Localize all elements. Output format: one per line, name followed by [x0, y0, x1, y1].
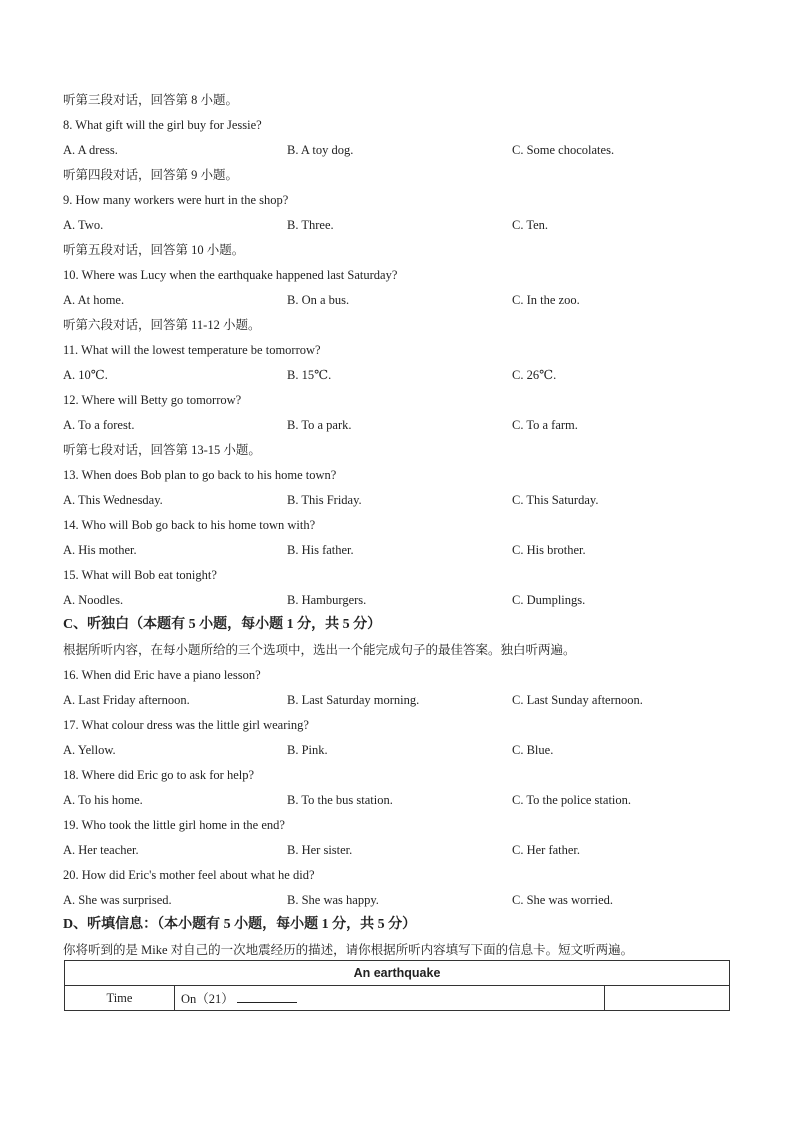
- instruction-text: 听第四段对话，回答第 9 小题。: [63, 168, 239, 182]
- question-text: 13. When does Bob plan to go back to his home town?: [63, 468, 337, 482]
- option-c[interactable]: C. His brother.: [512, 543, 586, 557]
- question-text: 12. Where will Betty go tomorrow?: [63, 393, 242, 407]
- question-text: 17. What colour dress was the little girl wearing?: [63, 718, 309, 732]
- answer-blank-21[interactable]: [237, 991, 297, 1003]
- question-text: 20. How did Eric's mother feel about what he did?: [63, 868, 315, 882]
- option-a[interactable]: A. His mother.: [63, 543, 137, 557]
- question-text: 16. When did Eric have a piano lesson?: [63, 668, 261, 682]
- option-b[interactable]: B. On a bus.: [287, 293, 350, 307]
- info-card-table: [64, 960, 730, 1011]
- option-a[interactable]: A. 10℃.: [63, 368, 108, 382]
- question-text: 19. Who took the little girl home in the end?: [63, 818, 285, 832]
- option-c[interactable]: C. Last Sunday afternoon.: [512, 693, 643, 707]
- option-b[interactable]: B. To the bus station.: [287, 793, 393, 807]
- option-c[interactable]: C. 26℃.: [512, 368, 557, 382]
- question-text: 8. What gift will the girl buy for Jessie?: [63, 118, 262, 132]
- option-a[interactable]: A. Yellow.: [63, 743, 116, 757]
- option-a[interactable]: A. She was surprised.: [63, 893, 172, 907]
- instruction-text: 听第六段对话，回答第 11-12 小题。: [63, 318, 261, 332]
- option-a[interactable]: A. At home.: [63, 293, 125, 307]
- option-a[interactable]: A. To a forest.: [63, 418, 135, 432]
- option-a[interactable]: A. Two.: [63, 218, 104, 232]
- option-c[interactable]: C. In the zoo.: [512, 293, 580, 307]
- question-text: 18. Where did Eric go to ask for help?: [63, 768, 255, 782]
- option-b[interactable]: B. 15℃.: [287, 368, 332, 382]
- option-c[interactable]: C. To the police station.: [512, 793, 632, 807]
- option-c[interactable]: C. To a farm.: [512, 418, 578, 432]
- card-time-value[interactable]: [175, 986, 605, 1011]
- option-a[interactable]: A. This Wednesday.: [63, 493, 163, 507]
- option-b[interactable]: B. This Friday.: [287, 493, 362, 507]
- option-a[interactable]: A. To his home.: [63, 793, 143, 807]
- instruction-text: 听第七段对话，回答第 13-15 小题。: [63, 443, 261, 457]
- card-time-prefix: On（21）: [181, 992, 234, 1006]
- option-a[interactable]: A. Noodles.: [63, 593, 124, 607]
- option-a[interactable]: A. Her teacher.: [63, 843, 139, 857]
- option-b[interactable]: B. Hamburgers.: [287, 593, 367, 607]
- option-b[interactable]: B. Last Saturday morning.: [287, 693, 420, 707]
- option-a[interactable]: A. Last Friday afternoon.: [63, 693, 190, 707]
- section-heading: D、听填信息：（本小题有 5 小题，每小题 1 分，共 5 分）: [63, 917, 417, 932]
- section-heading: C、听独白（本题有 5 小题，每小题 1 分，共 5 分）: [63, 617, 382, 632]
- option-b[interactable]: B. Pink.: [287, 743, 328, 757]
- question-text: 15. What will Bob eat tonight?: [63, 568, 217, 582]
- option-c[interactable]: C. Blue.: [512, 743, 554, 757]
- card-empty-cell: [605, 986, 730, 1011]
- option-b[interactable]: B. She was happy.: [287, 893, 379, 907]
- option-c[interactable]: C. She was worried.: [512, 893, 614, 907]
- instruction-text: 根据所听内容，在每小题所给的三个选项中，选出一个能完成句子的最佳答案。独白听两遍。: [63, 643, 576, 657]
- option-a[interactable]: A. A dress.: [63, 143, 118, 157]
- option-b[interactable]: B. A toy dog.: [287, 143, 354, 157]
- instruction-text: 听第五段对话，回答第 10 小题。: [63, 243, 245, 257]
- option-c[interactable]: C. Dumplings.: [512, 593, 586, 607]
- card-title: An earthquake: [65, 961, 730, 986]
- question-text: 14. Who will Bob go back to his home town with?: [63, 518, 316, 532]
- question-text: 10. Where was Lucy when the earthquake happened last Saturday?: [63, 268, 398, 282]
- instruction-text: 你将听到的是 Mike 对自己的一次地震经历的描述，请你根据所听内容填写下面的信息卡。短文听两遍。: [63, 943, 634, 957]
- option-c[interactable]: C. Some chocolates.: [512, 143, 615, 157]
- instruction-text: 听第三段对话，回答第 8 小题。: [63, 93, 239, 107]
- option-c[interactable]: C. Her father.: [512, 843, 581, 857]
- option-b[interactable]: B. His father.: [287, 543, 354, 557]
- option-b[interactable]: B. To a park.: [287, 418, 352, 432]
- question-text: 9. How many workers were hurt in the shop?: [63, 193, 289, 207]
- card-time-label: Time: [65, 986, 175, 1011]
- option-b[interactable]: B. Her sister.: [287, 843, 353, 857]
- question-text: 11. What will the lowest temperature be tomorrow?: [63, 343, 321, 357]
- option-c[interactable]: C. This Saturday.: [512, 493, 599, 507]
- option-c[interactable]: C. Ten.: [512, 218, 549, 232]
- option-b[interactable]: B. Three.: [287, 218, 334, 232]
